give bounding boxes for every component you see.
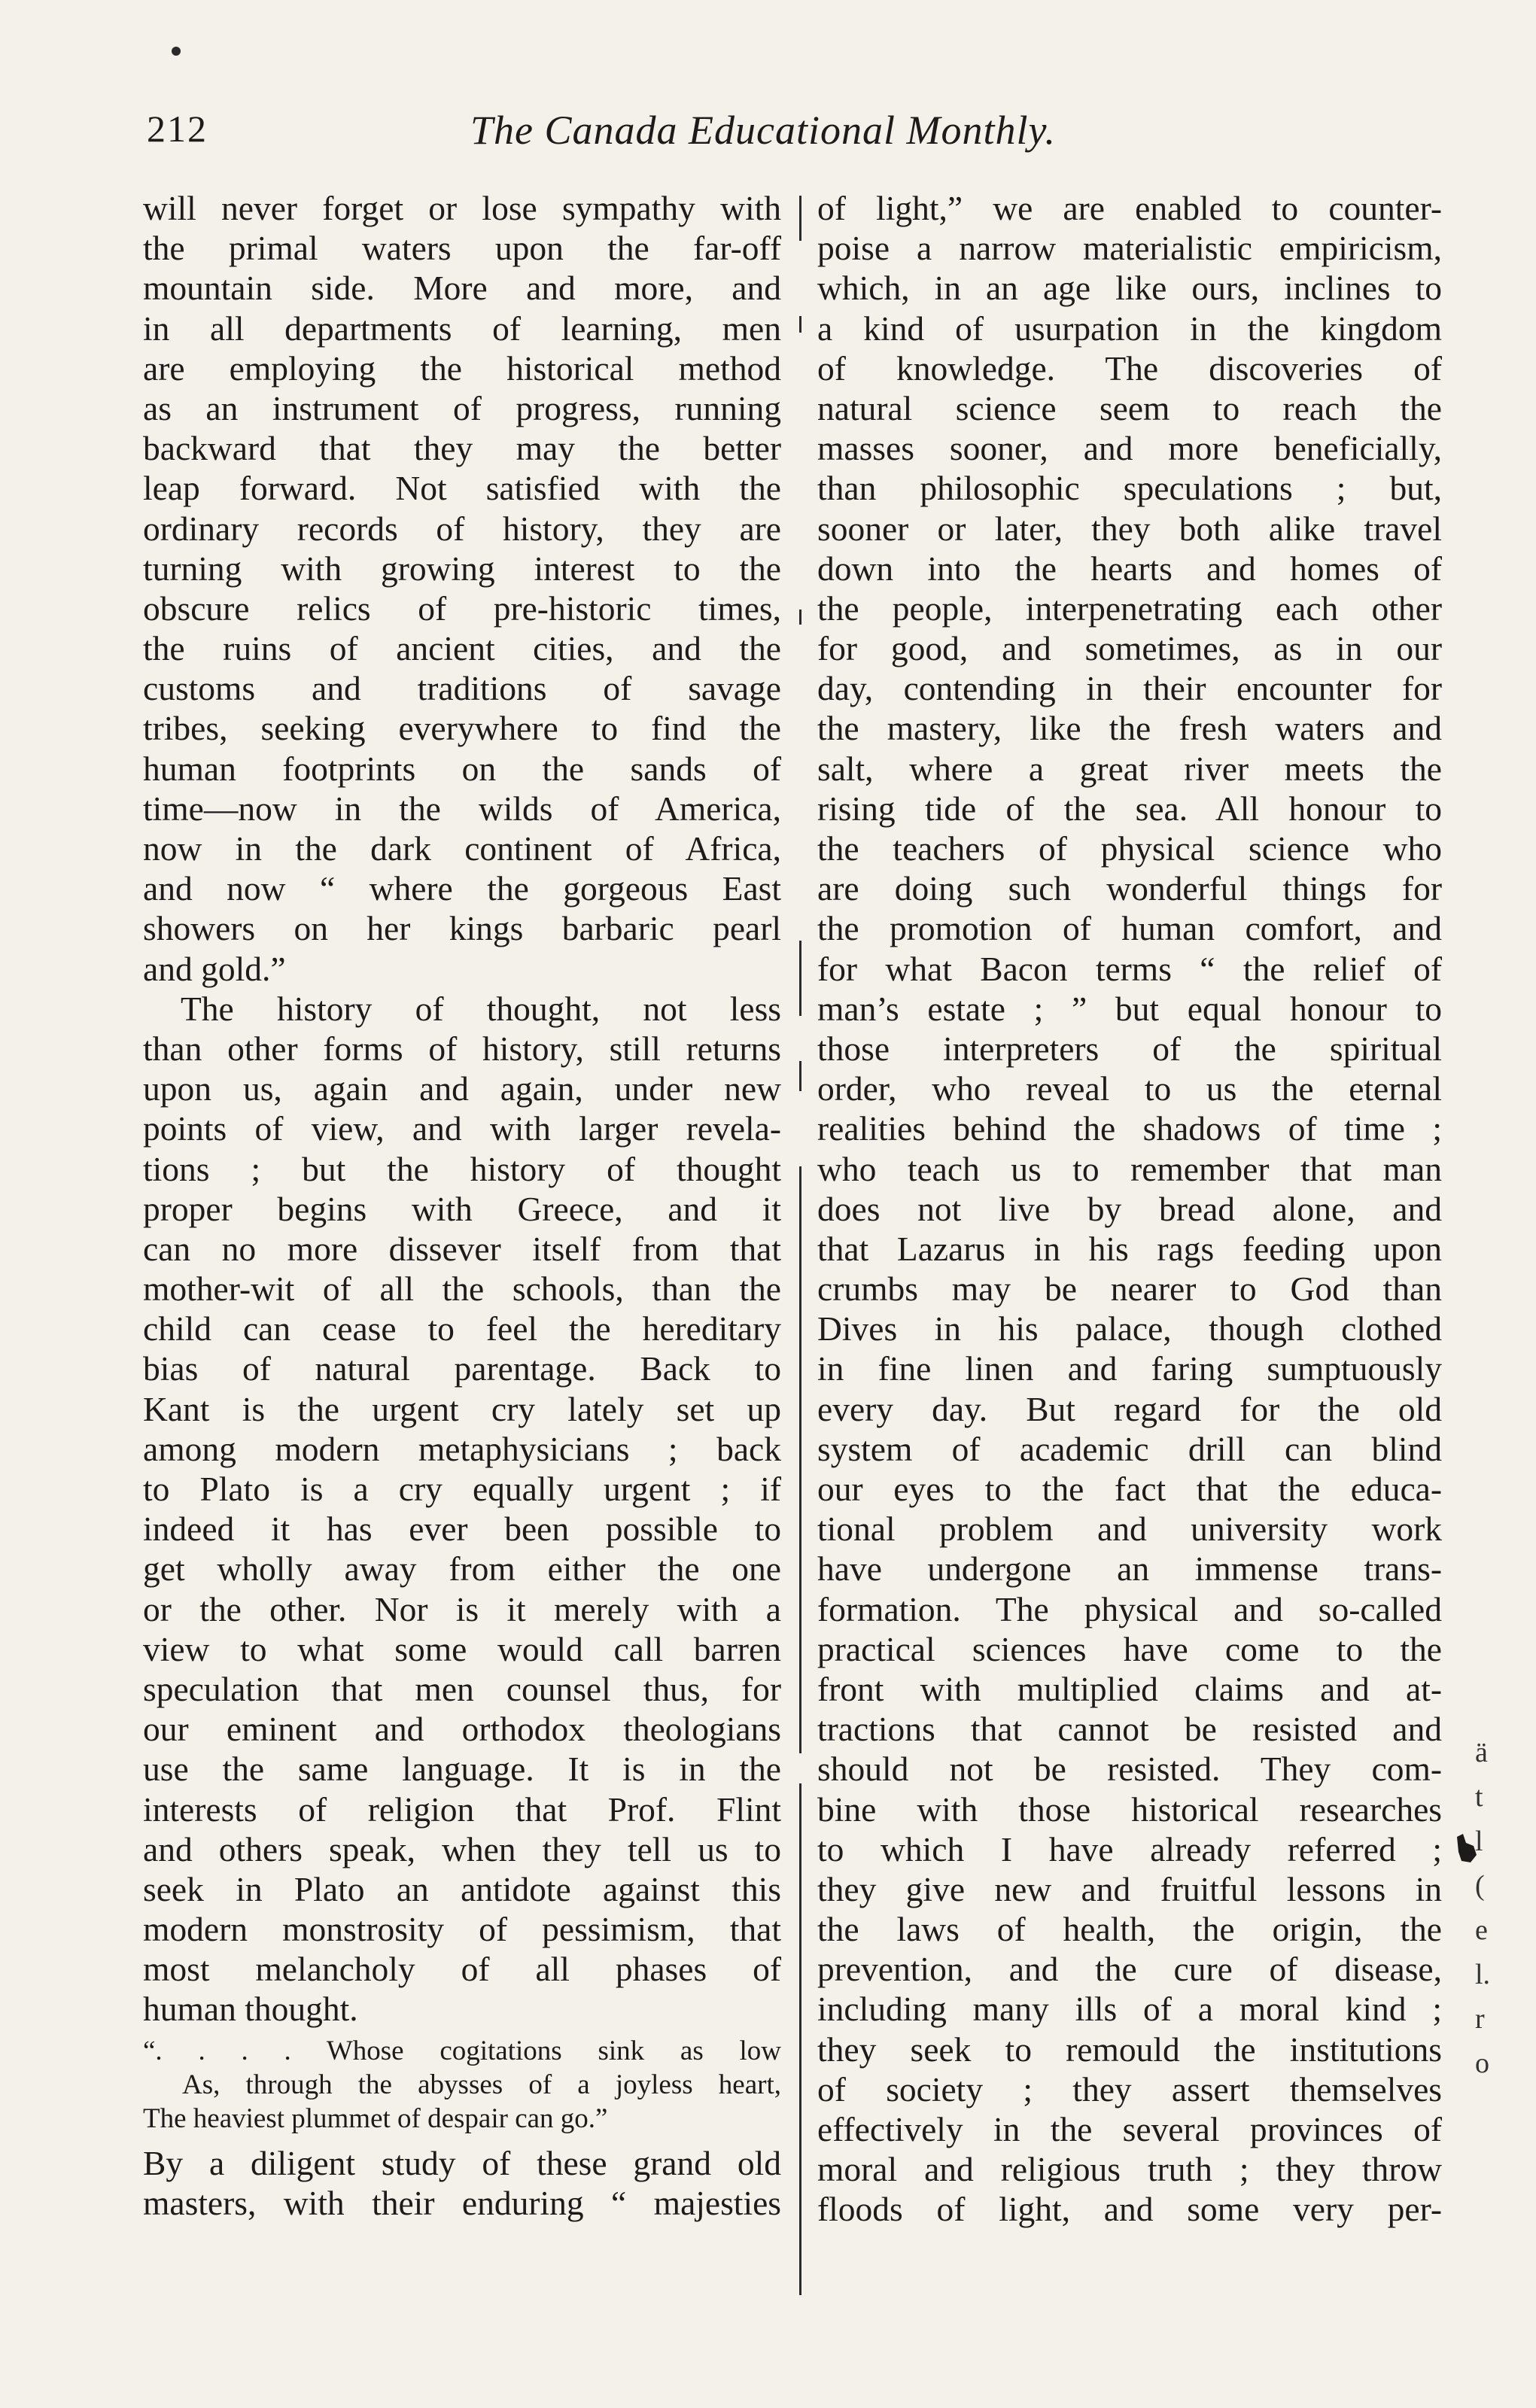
- text-line: are employing the historical method: [143, 348, 781, 388]
- margin-letter: e: [1475, 1914, 1488, 1946]
- text-line: of knowledge. The discoveries of: [817, 348, 1442, 388]
- text-line: who teach us to remember that man: [817, 1149, 1442, 1188]
- text-line: tribes, seeking everywhere to find the: [143, 709, 781, 748]
- text-line: have undergone an immense trans-: [817, 1549, 1442, 1589]
- text-line: practical sciences have come to the: [817, 1629, 1442, 1668]
- margin-letter: (: [1475, 1870, 1485, 1902]
- left-column: [143, 188, 781, 2223]
- page-number: 212: [147, 108, 208, 150]
- text-line: than philosophic speculations ; but,: [817, 469, 1442, 508]
- text-line: indeed it has ever been possible to: [143, 1510, 781, 1549]
- text-line: prevention, and the cure of disease,: [817, 1950, 1442, 1989]
- text-line: The history of thought, not less: [181, 989, 781, 1028]
- text-line: the people, interpenetrating each other: [817, 588, 1442, 628]
- text-line: time—now in the wilds of America,: [143, 789, 781, 828]
- text-line: upon us, again and again, under new: [143, 1069, 781, 1108]
- text-line: of light,” we are enabled to counter-: [817, 189, 1442, 227]
- right-column: [817, 188, 1442, 2230]
- margin-letter: l.: [1475, 1959, 1491, 1990]
- text-line: can no more dissever itself from that: [143, 1229, 781, 1268]
- text-line: formation. The physical and so-called: [817, 1589, 1442, 1628]
- text-line: backward that they may the better: [143, 429, 781, 468]
- text-line: use the same language. It is in the: [143, 1750, 781, 1789]
- text-line: does not live by bread alone, and: [817, 1189, 1442, 1228]
- text-line: the promotion of human comfort, and: [817, 909, 1442, 948]
- text-line: than other forms of history, still returns: [143, 1029, 781, 1068]
- text-line: man’s estate ; ” but equal honour to: [817, 989, 1442, 1028]
- text-line: leap forward. Not satisfied with the: [143, 469, 781, 508]
- text-line: that Lazarus in his rags feeding upon: [817, 1229, 1442, 1268]
- column-gutter-marks: [799, 188, 801, 2400]
- gutter-mark: [799, 1061, 801, 1091]
- bleed-through-margin-letters: [1475, 1731, 1505, 2086]
- text-line: our eminent and orthodox theologians: [143, 1710, 781, 1749]
- margin-letter: t: [1475, 1781, 1483, 1813]
- text-line: and gold.”: [143, 949, 286, 988]
- text-line: obscure relics of pre-historic times,: [143, 588, 781, 628]
- text-line: now in the dark continent of Africa,: [143, 829, 781, 868]
- text-line: tractions that cannot be resisted and: [817, 1710, 1442, 1749]
- text-line: for what Bacon terms “ the relief of: [817, 949, 1442, 988]
- gutter-mark: [799, 941, 801, 1016]
- text-line: are doing such wonderful things for: [817, 869, 1442, 908]
- text-line: in all departments of learning, men: [143, 309, 781, 348]
- text-line: customs and traditions of savage: [143, 669, 781, 708]
- text-line: Kant is the urgent cry lately set up: [143, 1389, 781, 1428]
- text-line: the mastery, like the fresh waters and: [817, 709, 1442, 748]
- text-line: tions ; but the history of thought: [143, 1149, 781, 1188]
- text-line: seek in Plato an antidote against this: [143, 1869, 781, 1908]
- text-line: natural science seem to reach the: [817, 388, 1442, 427]
- text-line: order, who reveal to us the eternal: [817, 1069, 1442, 1108]
- text-line: front with multiplied claims and at-: [817, 1669, 1442, 1708]
- gutter-mark: [799, 316, 801, 333]
- text-line: as an instrument of progress, running: [143, 388, 781, 427]
- running-title: The Canada Educational Monthly.: [470, 108, 1056, 153]
- text-line: down into the hearts and homes of: [817, 549, 1442, 588]
- text-line: speculation that men counsel thus, for: [143, 1669, 781, 1708]
- text-line: among modern metaphysicians ; back: [143, 1429, 781, 1468]
- paragraph-3: [143, 2143, 781, 2223]
- text-line: in fine linen and faring sumptuously: [817, 1349, 1442, 1388]
- text-line: get wholly away from either the one: [143, 1549, 781, 1589]
- text-line: human footprints on the sands of: [143, 749, 781, 788]
- text-line: points of view, and with larger revela-: [143, 1109, 781, 1148]
- gutter-mark: [799, 196, 801, 241]
- text-line: bine with those historical researches: [817, 1789, 1442, 1829]
- text-line: the laws of health, the origin, the: [817, 1910, 1442, 1949]
- text-line: realities behind the shadows of time ;: [817, 1109, 1442, 1148]
- text-line: poise a narrow materialistic empiricism,: [817, 229, 1442, 268]
- text-line: the ruins of ancient cities, and the: [143, 629, 781, 668]
- printers-hand-mark-icon: [1454, 1832, 1480, 1867]
- text-line: crumbs may be nearer to God than: [817, 1269, 1442, 1309]
- text-line: most melancholy of all phases of: [143, 1950, 781, 1989]
- text-line: the teachers of physical science who: [817, 829, 1442, 868]
- text-line: child can cease to feel the hereditary: [143, 1309, 781, 1348]
- quote-line: As, through the abysses of a joyless heart,: [182, 2069, 781, 2100]
- margin-letter: ä: [1475, 1737, 1488, 1768]
- text-line: our eyes to the fact that the educa-: [817, 1470, 1442, 1508]
- text-line: for good, and sometimes, as in our: [817, 629, 1442, 668]
- text-line: effectively in the several provinces of: [817, 2110, 1442, 2148]
- text-line: they give new and fruitful lessons in: [817, 1869, 1442, 1908]
- text-line: tional problem and university work: [817, 1510, 1442, 1549]
- text-line: interests of religion that Prof. Flint: [143, 1789, 781, 1829]
- text-line: including many ills of a moral kind ;: [817, 1990, 1442, 2029]
- text-line: or the other. Nor is it merely with a: [143, 1589, 781, 1628]
- text-line: ordinary records of history, they are: [143, 509, 781, 548]
- text-line: should not be resisted. They com-: [817, 1750, 1442, 1789]
- text-line: a kind of usurpation in the kingdom: [817, 309, 1442, 348]
- text-line: rising tide of the sea. All honour to: [817, 789, 1442, 828]
- text-line: and now “ where the gorgeous East: [143, 869, 781, 908]
- text-line: system of academic drill can blind: [817, 1429, 1442, 1468]
- gutter-mark: [799, 1166, 801, 1753]
- text-line: of society ; they assert themselves: [817, 2069, 1442, 2109]
- text-line: sooner or later, they both alike travel: [817, 509, 1442, 548]
- quote-line: “. . . . Whose cogitations sink as low: [143, 2035, 781, 2066]
- verse-quotation: [143, 2034, 781, 2136]
- quote-line: The heaviest plummet of despair can go.”: [143, 2102, 608, 2134]
- margin-letter: r: [1475, 2003, 1485, 2035]
- text-line: every day. But regard for the old: [817, 1389, 1442, 1428]
- text-line: and others speak, when they tell us to: [143, 1829, 781, 1868]
- text-line: bias of natural parentage. Back to: [143, 1349, 781, 1388]
- margin-letter: o: [1475, 2048, 1489, 2079]
- text-line: mountain side. More and more, and: [143, 269, 781, 308]
- text-line: view to what some would call barren: [143, 1629, 781, 1668]
- margin-letter: l: [1475, 1826, 1483, 1857]
- text-line: the primal waters upon the far-off: [143, 229, 781, 268]
- text-line: to which I have already referred ;: [817, 1829, 1442, 1868]
- text-line: proper begins with Greece, and it: [143, 1189, 781, 1228]
- paragraph-2: [143, 989, 781, 2029]
- text-line: day, contending in their encounter for: [817, 669, 1442, 708]
- text-line: which, in an age like ours, inclines to: [817, 269, 1442, 308]
- text-line: masters, with their enduring “ majesties: [143, 2183, 781, 2222]
- text-line: masses sooner, and more beneficially,: [817, 429, 1442, 468]
- text-line: modern monstrosity of pessimism, that: [143, 1910, 781, 1949]
- page-header: [147, 107, 1133, 167]
- gutter-mark: [799, 1783, 801, 2295]
- text-line: they seek to remould the institutions: [817, 2029, 1442, 2069]
- stray-ink-dot: [172, 47, 181, 56]
- paragraph-1: [143, 188, 781, 989]
- text-line: to Plato is a cry equally urgent ; if: [143, 1470, 781, 1508]
- text-line: human thought.: [143, 1990, 358, 2029]
- text-line: moral and religious truth ; they throw: [817, 2150, 1442, 2189]
- text-line: By a diligent study of these grand old: [143, 2143, 781, 2182]
- gutter-mark: [799, 610, 801, 625]
- text-line: those interpreters of the spiritual: [817, 1029, 1442, 1068]
- text-line: turning with growing interest to the: [143, 549, 781, 588]
- text-line: salt, where a great river meets the: [817, 749, 1442, 788]
- text-line: Dives in his palace, though clothed: [817, 1309, 1442, 1348]
- text-line: will never forget or lose sympathy with: [143, 189, 781, 227]
- text-line: mother-wit of all the schools, than the: [143, 1269, 781, 1309]
- text-line: showers on her kings barbaric pearl: [143, 909, 781, 948]
- text-line: floods of light, and some very per-: [817, 2190, 1442, 2229]
